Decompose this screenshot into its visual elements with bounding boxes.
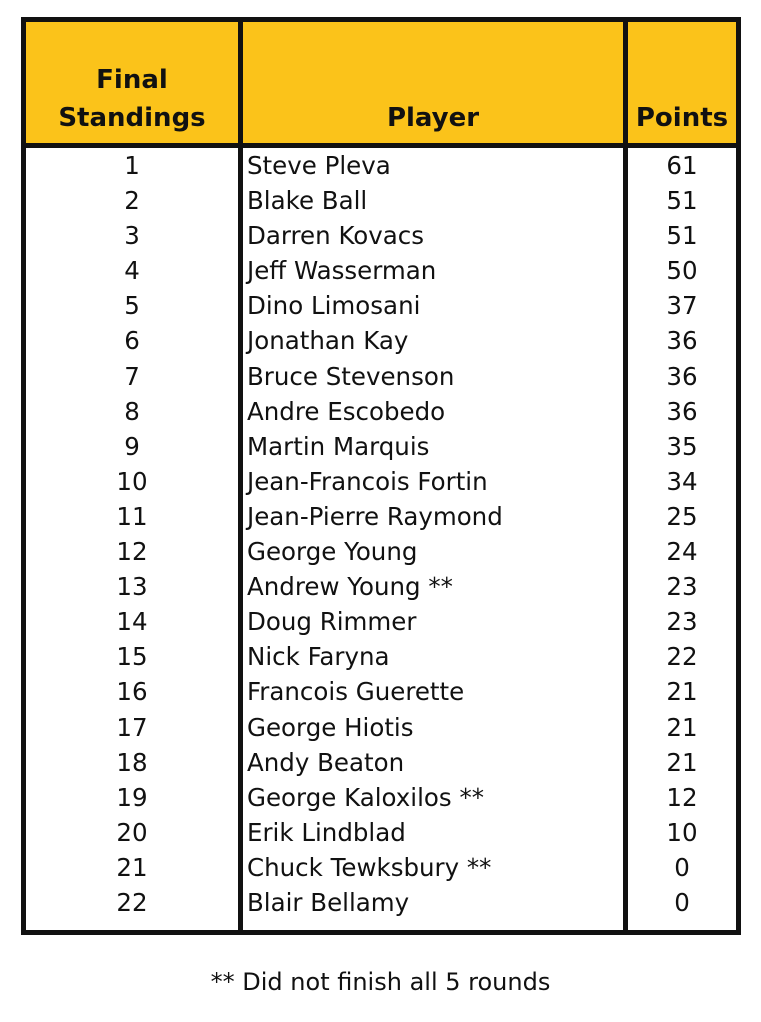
points-cell: 50 xyxy=(666,256,698,286)
table-body xyxy=(26,148,736,920)
table-row xyxy=(26,674,736,709)
rank-cell: 18 xyxy=(116,747,148,777)
table-row xyxy=(26,534,736,569)
player-cell: Andy Beaton xyxy=(247,747,405,777)
points-cell: 23 xyxy=(666,572,698,602)
table-row xyxy=(26,815,736,850)
points-cell: 35 xyxy=(666,431,698,461)
player-cell: Steve Pleva xyxy=(247,151,391,180)
table-row xyxy=(26,429,736,464)
table-row xyxy=(26,569,736,604)
player-cell: Jeff Wasserman xyxy=(247,256,437,286)
header-final-standings xyxy=(26,22,238,143)
points-cell: 23 xyxy=(666,607,698,637)
table-row xyxy=(26,359,736,394)
table-row xyxy=(26,780,736,815)
player-cell: Erik Lindblad xyxy=(247,817,406,847)
table-row xyxy=(26,885,736,920)
header-player: Player xyxy=(386,103,480,133)
points-cell: 0 xyxy=(674,852,690,882)
rank-cell: 10 xyxy=(116,466,148,496)
rank-cell: 17 xyxy=(116,712,148,742)
rank-cell: 16 xyxy=(116,677,148,707)
points-cell: 0 xyxy=(674,887,690,917)
player-cell: Jonathan Kay xyxy=(247,326,409,356)
player-cell: Bruce Stevenson xyxy=(247,361,455,391)
table-row xyxy=(26,148,736,183)
points-cell: 61 xyxy=(666,151,698,180)
points-cell: 51 xyxy=(666,221,698,251)
points-cell: 22 xyxy=(666,642,698,672)
player-cell: Blake Ball xyxy=(247,186,368,216)
rank-cell: 8 xyxy=(124,396,140,426)
points-cell: 25 xyxy=(666,501,698,531)
player-cell: Blair Bellamy xyxy=(247,887,410,917)
rank-cell: 11 xyxy=(116,501,148,531)
table-row xyxy=(26,639,736,674)
table-row xyxy=(26,183,736,218)
player-cell: Francois Guerette xyxy=(247,677,465,707)
player-cell: Doug Rimmer xyxy=(247,607,417,637)
player-cell: George Hiotis xyxy=(247,712,414,742)
player-cell: George Kaloxilos ** xyxy=(247,782,484,812)
table-row xyxy=(26,710,736,745)
points-cell: 21 xyxy=(666,677,698,707)
player-cell: Andre Escobedo xyxy=(247,396,446,426)
header-rank-line1: Final xyxy=(96,65,168,95)
points-cell: 36 xyxy=(666,326,698,356)
standings-table xyxy=(21,17,741,935)
player-cell: Darren Kovacs xyxy=(247,221,425,251)
table-row xyxy=(26,394,736,429)
player-cell: Jean-Francois Fortin xyxy=(247,466,488,496)
table-row xyxy=(26,253,736,288)
table-row xyxy=(26,604,736,639)
rank-cell: 9 xyxy=(124,431,140,461)
table-header xyxy=(26,22,736,148)
rank-cell: 2 xyxy=(124,186,140,216)
rank-cell: 6 xyxy=(124,326,140,356)
points-cell: 34 xyxy=(666,466,698,496)
points-cell: 51 xyxy=(666,186,698,216)
rank-cell: 15 xyxy=(116,642,148,672)
player-cell: Andrew Young ** xyxy=(247,572,453,602)
table-row xyxy=(26,288,736,323)
points-cell: 10 xyxy=(666,817,698,847)
table-row xyxy=(26,850,736,885)
rank-cell: 20 xyxy=(116,817,148,847)
rank-cell: 22 xyxy=(116,887,148,917)
table-row xyxy=(26,499,736,534)
player-cell: Chuck Tewksbury ** xyxy=(247,852,492,882)
header-rank-line2: Standings xyxy=(58,103,206,133)
table-row xyxy=(26,323,736,358)
points-cell: 36 xyxy=(666,361,698,391)
table-row xyxy=(26,218,736,253)
player-cell: Jean-Pierre Raymond xyxy=(247,501,503,531)
rank-cell: 14 xyxy=(116,607,148,637)
footnote: ** Did not finish all 5 rounds xyxy=(210,968,551,996)
points-cell: 12 xyxy=(666,782,698,812)
points-cell: 21 xyxy=(666,712,698,742)
rank-cell: 1 xyxy=(124,151,140,180)
rank-cell: 4 xyxy=(124,256,140,286)
table-row xyxy=(26,745,736,780)
rank-cell: 13 xyxy=(116,572,148,602)
rank-cell: 21 xyxy=(116,852,148,882)
player-cell: Nick Faryna xyxy=(247,642,390,672)
rank-cell: 3 xyxy=(124,221,140,251)
player-cell: George Young xyxy=(247,537,418,567)
points-cell: 37 xyxy=(666,291,698,321)
player-cell: Martin Marquis xyxy=(247,431,430,461)
rank-cell: 19 xyxy=(116,782,148,812)
rank-cell: 5 xyxy=(124,291,140,321)
points-cell: 36 xyxy=(666,396,698,426)
player-cell: Dino Limosani xyxy=(247,291,421,321)
table-row xyxy=(26,464,736,499)
points-cell: 21 xyxy=(666,747,698,777)
rank-cell: 7 xyxy=(124,361,140,391)
points-cell: 24 xyxy=(666,537,698,567)
rank-cell: 12 xyxy=(116,537,148,567)
header-points: Points xyxy=(635,103,729,133)
